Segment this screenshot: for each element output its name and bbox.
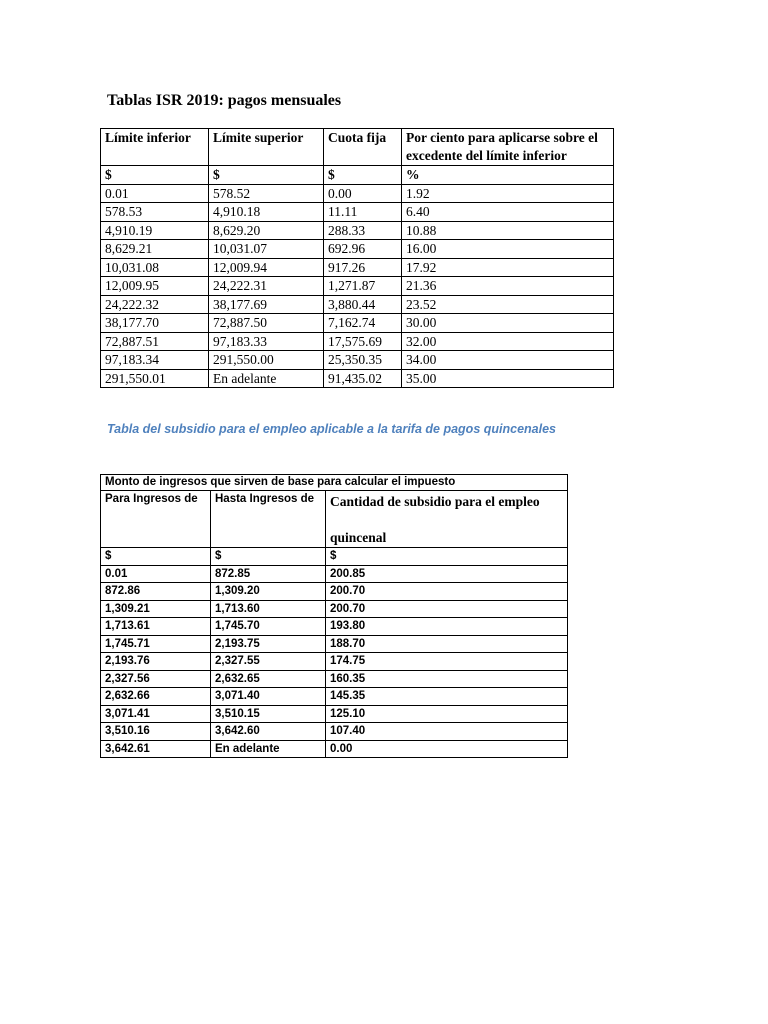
por-ciento-cell: 21.36 [402,277,614,296]
subsidy-header-row [101,491,568,548]
table-row [101,740,568,758]
para-ingresos-cell: 2,327.56 [101,670,211,688]
cuota-fija-cell: 11.11 [324,203,402,222]
por-ciento-cell: 10.88 [402,221,614,240]
table-row [101,221,614,240]
unit-cell: $ [101,548,211,566]
limite-inferior-cell: 10,031.08 [101,258,209,277]
table-row [101,618,568,636]
cuota-fija-cell: 288.33 [324,221,402,240]
subsidy-table-caption: Tabla del subsidio para el empleo aplicable a la tarifa de pagos quincenales [107,422,556,436]
table-row [101,723,568,741]
para-ingresos-cell: 872.86 [101,583,211,601]
limite-superior-cell: 12,009.94 [209,258,324,277]
table-row [101,688,568,706]
para-ingresos-cell: 1,745.71 [101,635,211,653]
hasta-ingresos-cell: En adelante [211,740,326,758]
limite-superior-cell: 4,910.18 [209,203,324,222]
limite-superior-cell: 10,031.07 [209,240,324,259]
table-row [101,351,614,370]
para-ingresos-cell: 1,713.61 [101,618,211,636]
table-row [101,203,614,222]
cuota-fija-cell: 917.26 [324,258,402,277]
table-row [101,240,614,259]
table-row [101,258,614,277]
para-ingresos-cell: 2,632.66 [101,688,211,706]
subsidy-units-row [101,548,568,566]
limite-inferior-cell: 72,887.51 [101,332,209,351]
header-cantidad-subsidio [326,491,568,548]
hasta-ingresos-cell: 2,632.65 [211,670,326,688]
document-title: Tablas ISR 2019: pagos mensuales [107,92,342,109]
header-cuota-fija: Cuota fija [324,129,402,166]
limite-superior-cell: 578.52 [209,184,324,203]
header-monto-ingresos: Monto de ingresos que sirven de base para calcular el impuesto [101,475,568,491]
table-row [101,653,568,671]
por-ciento-cell: 32.00 [402,332,614,351]
subsidio-cell: 174.75 [326,653,568,671]
subsidio-cell: 145.35 [326,688,568,706]
unit-cell: % [402,166,614,185]
hasta-ingresos-cell: 1,713.60 [211,600,326,618]
subsidio-cell: 188.70 [326,635,568,653]
header-para-ingresos: Para Ingresos de [101,491,211,548]
por-ciento-cell: 16.00 [402,240,614,259]
por-ciento-cell: 6.40 [402,203,614,222]
limite-superior-cell: 97,183.33 [209,332,324,351]
limite-inferior-cell: 12,009.95 [101,277,209,296]
limite-inferior-cell: 291,550.01 [101,369,209,388]
cuota-fija-cell: 17,575.69 [324,332,402,351]
unit-cell: $ [101,166,209,185]
header-hasta-ingresos: Hasta Ingresos de [211,491,326,548]
cuota-fija-cell: 91,435.02 [324,369,402,388]
hasta-ingresos-cell: 1,745.70 [211,618,326,636]
hasta-ingresos-cell: 2,193.75 [211,635,326,653]
limite-inferior-cell: 4,910.19 [101,221,209,240]
table-row [101,705,568,723]
unit-cell: $ [324,166,402,185]
header-limite-superior: Límite superior [209,129,324,166]
limite-superior-cell: 8,629.20 [209,221,324,240]
hasta-ingresos-cell: 1,309.20 [211,583,326,601]
limite-superior-cell: 72,887.50 [209,314,324,333]
table-row [101,565,568,583]
subsidio-cell: 200.70 [326,600,568,618]
limite-inferior-cell: 24,222.32 [101,295,209,314]
header-por-ciento: Por ciento para aplicarse sobre el excedente del límite inferior [402,129,614,166]
limite-superior-cell: En adelante [209,369,324,388]
isr-units-row [101,166,614,185]
subsidio-cell: 160.35 [326,670,568,688]
por-ciento-cell: 30.00 [402,314,614,333]
subsidio-header-line2: quincenal [330,530,387,545]
por-ciento-cell: 34.00 [402,351,614,370]
hasta-ingresos-cell: 3,071.40 [211,688,326,706]
por-ciento-cell: 1.92 [402,184,614,203]
table-row [101,670,568,688]
cuota-fija-cell: 692.96 [324,240,402,259]
limite-inferior-cell: 0.01 [101,184,209,203]
subsidy-table [100,474,568,758]
hasta-ingresos-cell: 2,327.55 [211,653,326,671]
limite-inferior-cell: 578.53 [101,203,209,222]
hasta-ingresos-cell: 3,642.60 [211,723,326,741]
hasta-ingresos-cell: 872.85 [211,565,326,583]
table-row [101,635,568,653]
cuota-fija-cell: 3,880.44 [324,295,402,314]
por-ciento-cell: 23.52 [402,295,614,314]
para-ingresos-cell: 3,510.16 [101,723,211,741]
header-limite-inferior: Límite inferior [101,129,209,166]
por-ciento-cell: 17.92 [402,258,614,277]
para-ingresos-cell: 1,309.21 [101,600,211,618]
table-row [101,583,568,601]
cuota-fija-cell: 25,350.35 [324,351,402,370]
limite-inferior-cell: 38,177.70 [101,314,209,333]
por-ciento-cell: 35.00 [402,369,614,388]
limite-inferior-cell: 8,629.21 [101,240,209,259]
isr-monthly-table [100,128,614,388]
table-row [101,600,568,618]
cuota-fija-cell: 1,271.87 [324,277,402,296]
limite-superior-cell: 38,177.69 [209,295,324,314]
table-row [101,277,614,296]
subsidio-cell: 200.70 [326,583,568,601]
limite-superior-cell: 291,550.00 [209,351,324,370]
limite-inferior-cell: 97,183.34 [101,351,209,370]
para-ingresos-cell: 3,642.61 [101,740,211,758]
para-ingresos-cell: 0.01 [101,565,211,583]
subsidio-cell: 107.40 [326,723,568,741]
table-row [101,295,614,314]
unit-cell: $ [211,548,326,566]
subsidio-cell: 0.00 [326,740,568,758]
cuota-fija-cell: 7,162.74 [324,314,402,333]
subsidy-group-header-row [101,475,568,491]
subsidio-cell: 193.80 [326,618,568,636]
hasta-ingresos-cell: 3,510.15 [211,705,326,723]
subsidio-cell: 125.10 [326,705,568,723]
limite-superior-cell: 24,222.31 [209,277,324,296]
table-row [101,369,614,388]
subsidio-header-line1: Cantidad de subsidio para el empleo [330,494,540,509]
cuota-fija-cell: 0.00 [324,184,402,203]
table-row [101,314,614,333]
subsidio-cell: 200.85 [326,565,568,583]
table-row [101,184,614,203]
table-row [101,332,614,351]
para-ingresos-cell: 3,071.41 [101,705,211,723]
unit-cell: $ [209,166,324,185]
para-ingresos-cell: 2,193.76 [101,653,211,671]
unit-cell: $ [326,548,568,566]
